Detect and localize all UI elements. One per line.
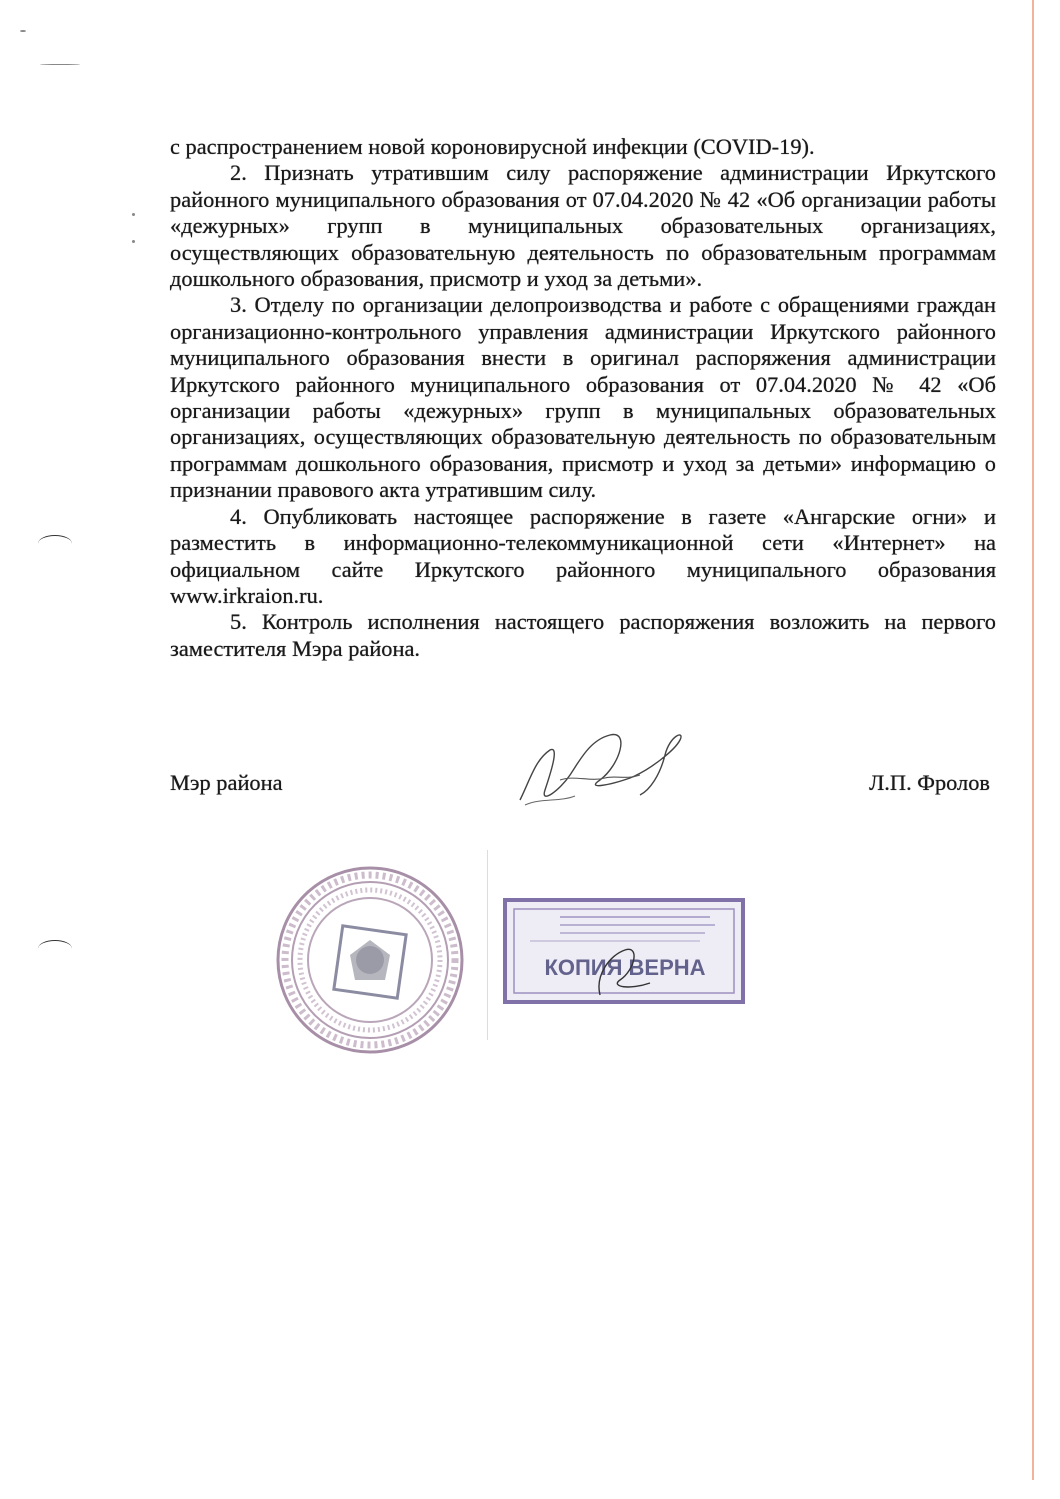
scan-artifact [132, 213, 135, 216]
punch-hole-mark [38, 535, 72, 552]
scan-edge-line [1032, 0, 1034, 1480]
paragraph-item-5: 5. Контроль исполнения настоящего распоряжения возложить на первого заместителя Мэра района. [170, 609, 996, 661]
scan-artifact [132, 240, 135, 243]
official-seal [270, 860, 470, 1060]
paragraph-item-2: 2. Признать утратившим силу распоряжение администрации Иркутского районного муниципального образования от 07.04.2020 № 42 «Об организации работы «дежурных» групп в муниципальных образовательных организациях, осуществляющих образовательную деятельность по образовательным программам дошкольного образования, присмотр и уход за детьми». [170, 160, 996, 292]
signatory-title: Мэр района [170, 770, 283, 795]
continuation-line: с распространением новой короновирусной инфекции (COVID-19). [170, 134, 815, 159]
scan-artifact [40, 64, 80, 65]
signatory-name: Л.П. Фролов [869, 770, 990, 795]
document-body [170, 134, 996, 662]
punch-hole-mark [38, 940, 72, 957]
paragraph-item-3: 3. Отделу по организации делопроизводства и работе с обращениями граждан организационно-контрольного управления администрации Иркутского районного муниципального образования внести в оригинал распоряжения администрации Иркутского районного муниципального образования от 07.04.2020 № 42 «Об организации работы «дежурных» групп в муниципальных образовательных организациях, осуществляющих образовательную деятельность по образовательным программам дошкольного образования, присмотр и уход за детьми» информацию о признании правового акта утратившим силу. [170, 292, 996, 503]
fold-line [487, 850, 488, 1040]
handwritten-signature [490, 720, 690, 820]
scan-artifact [20, 30, 26, 32]
stamp-label: КОПИЯ ВЕРНА [544, 955, 706, 980]
paragraph-item-4: 4. Опубликовать настоящее распоряжение в газете «Ангарские огни» и разместить в информационно-телекоммуникационной сети «Интернет» на официальном сайте Иркутского районного муниципального образования www.irkraion.ru. [170, 503, 996, 608]
copy-certified-stamp [500, 895, 750, 1015]
